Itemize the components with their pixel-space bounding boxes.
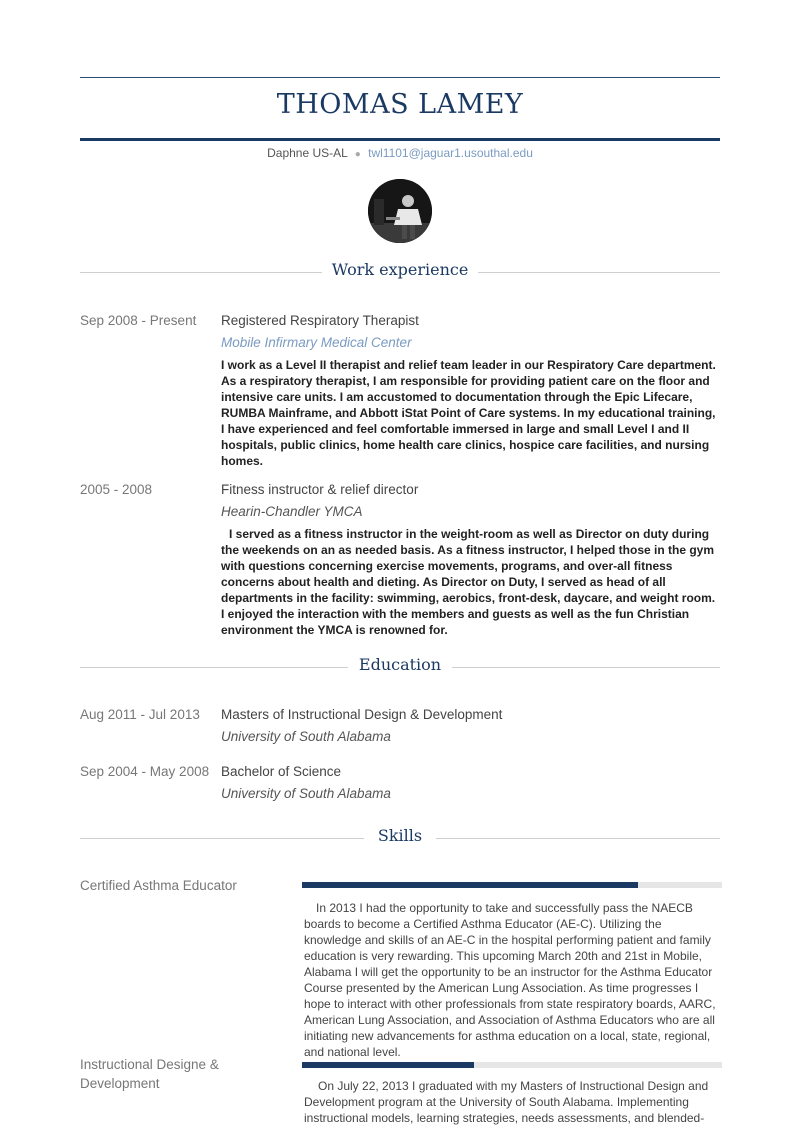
- section-title: Skills: [377, 826, 423, 845]
- avatar: [368, 179, 432, 243]
- location: Daphne US-AL: [267, 146, 348, 160]
- section-education-header: [80, 655, 720, 678]
- name-underline: [80, 138, 720, 141]
- work-title: Registered Respiratory Therapist: [221, 313, 419, 328]
- work-org[interactable]: Mobile Infirmary Medical Center: [221, 335, 412, 350]
- education-dates: Aug 2011 - Jul 2013: [80, 707, 200, 722]
- candidate-name: THOMAS LAMEY: [276, 89, 524, 120]
- section-title: Education: [358, 655, 442, 674]
- separator-dot: ●: [354, 149, 361, 160]
- skill-level-bar: [302, 1062, 722, 1068]
- skill-description: In 2013 I had the opportunity to take and successfully pass the NAECB boards to become a Certified Asthma Educator (AE-C). Utilizing the knowledge and skills of an AE-C in the hospital performing patient and family education is very rewarding. This upcoming March 20th and 21st in Mobile, Alabama I will get the opportunity to be an instructor for the Asthma Educator Course presented by the American Lung Association. As time progresses I hope to interact with other professionals from state respiratory boards, AARC, American Lung Association, and Association of Asthma Educators who are all initiating new advancements for asthma education on a local, state, regional, and national level.: [304, 901, 716, 1059]
- skill-name: Instructional Designe & Development: [80, 1057, 219, 1091]
- work-dates: 2005 - 2008: [80, 482, 153, 497]
- skill-level-fill: [302, 882, 638, 888]
- education-school: University of South Alabama: [221, 786, 391, 801]
- skill-name: Certified Asthma Educator: [80, 878, 237, 893]
- education-dates: Sep 2004 - May 2008: [80, 764, 210, 779]
- work-dates: Sep 2008 - Present: [80, 313, 197, 328]
- skill-level-fill: [302, 1062, 474, 1068]
- skill-description: On July 22, 2013 I graduated with my Masters of Instructional Design and Development program at the University of South Alabama. Implementing instructional models, learning strategies, needs assessments, and blended-: [304, 1079, 709, 1125]
- skill-level-bar: [302, 882, 722, 888]
- education-degree: Masters of Instructional Design & Development: [221, 707, 503, 722]
- education-school: University of South Alabama: [221, 729, 391, 744]
- email-link[interactable]: twl1101@jaguar1.usouthal.edu: [368, 146, 533, 160]
- work-description: I served as a fitness instructor in the weight-room as well as Director on duty during the weekends on an as needed basis. As a fitness instructor, I helped those in the gym with questions concerning exercise movements, programs, and over-all fitness concerns about health and dieting. As Director on Duty, I served as head of all departments in the facility: swimming, aerobics, front-desk, daycare, and weight room. I enjoyed the interaction with the members and guests as well as the fun Christian environment the YMCA is renowned for.: [221, 527, 716, 637]
- section-work-header: [80, 260, 720, 283]
- work-description: I work as a Level II therapist and relief team leader in our Respiratory Care department. As a respiratory therapist, I am responsible for providing patient care on the floor and intensive care units. I am accustomed to documentation through the Epic Lifecare, RUMBA Mainframe, and Abbott iStat Point of Care systems. In my educational training, I have experienced and feel comfortable immersed in large and small Level I and II hospitals, public clinics, home health care clinics, hospice care facilities, and nursing homes.: [221, 358, 716, 468]
- work-title: Fitness instructor & relief director: [221, 482, 419, 497]
- top-rule: [80, 77, 720, 78]
- education-degree: Bachelor of Science: [221, 764, 342, 779]
- section-skills-header: [80, 826, 720, 849]
- section-title: Work experience: [331, 260, 469, 279]
- work-org: Hearin-Chandler YMCA: [221, 504, 363, 519]
- contact-line: [80, 146, 720, 160]
